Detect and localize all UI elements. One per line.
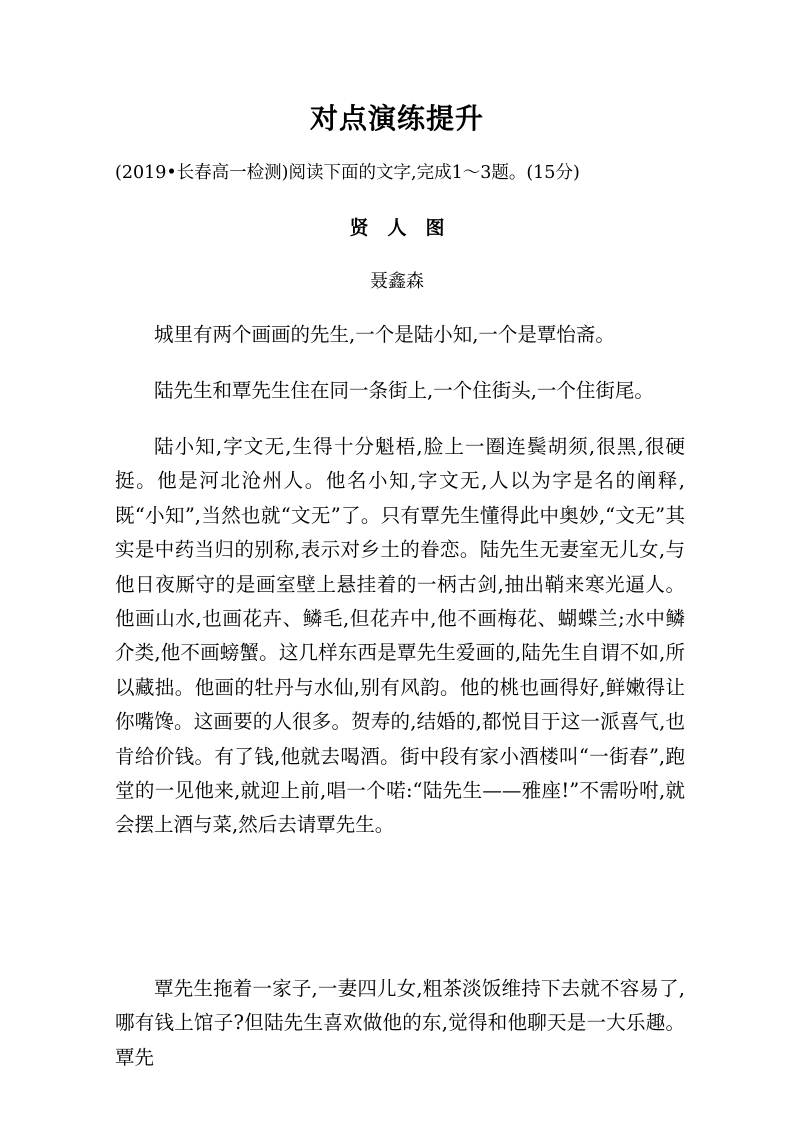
paragraph-1: 城里有两个画画的先生,一个是陆小知,一个是覃怡斋。 bbox=[154, 323, 615, 346]
paragraph-2: 陆先生和覃先生住在同一条街上,一个住街头,一个住街尾。 bbox=[154, 379, 654, 402]
article-author: 聂鑫森 bbox=[370, 271, 424, 292]
page-title: 对点演练提升 bbox=[309, 102, 484, 135]
question-intro: (2019•长春高一检测)阅读下面的文字,完成1～3题。(15分) bbox=[115, 163, 580, 183]
article-title: 贤 人 图 bbox=[349, 217, 445, 239]
paragraph-3: 陆小知,字文无,生得十分魁梧,脸上一圈连鬓胡须,很黑,很硬挺。他是河北沧州人。他名小知,字文无,人以为字是名的阐释,既“小知”,当然也就“文无”了。只有覃先生懂得此中奥妙,“文无”其实是中药当归的别称,表示对乡土的眷恋。陆先生无妻室无儿女,与他日夜厮守的是画室壁上悬挂着的一柄古剑,抽出鞘来寒光逼人。他画山水,也画花卉、鳞毛,但花卉中,他不画梅花、蝴蝶兰;水中鳞介类,他不画螃蟹。这几样东西是覃先生爱画的,陆先生自谓不如,所以藏拙。他画的牡丹与水仙,别有风韵。他的桃也画得好,鲜嫩得让你嘴馋。这画要的人很多。贺寿的,结婚的,都悦目于这一派喜气,也肯给价钱。有了钱,他就去喝酒。街中段有家小酒楼叫“一街春”,跑堂的一见他来,就迎上前,唱一个喏:“陆先生——雅座!”不需吩咐,就会摆上酒与菜,然后去请覃先生。 bbox=[115, 435, 685, 837]
paragraph-4: 覃先生拖着一家子,一妻四儿女,粗茶淡饭维持下去就不容易了,哪有钱上馆子?但陆先生喜欢做他的东,觉得和他聊天是一大乐趣。覃先 bbox=[115, 977, 685, 1069]
